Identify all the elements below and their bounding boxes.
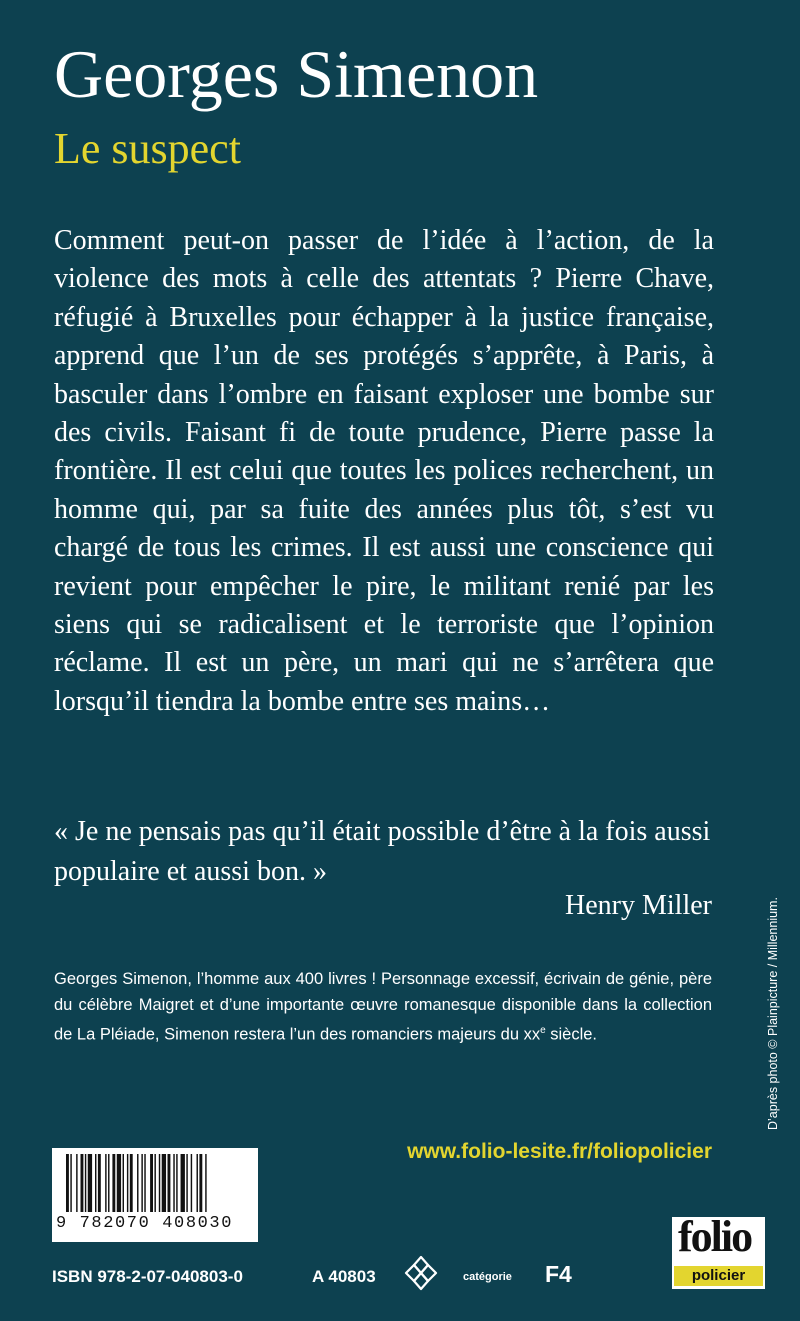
category-value: F4 xyxy=(545,1261,572,1287)
barcode-bar xyxy=(199,1154,202,1212)
barcode-bar xyxy=(144,1154,145,1212)
barcode-bar xyxy=(123,1154,124,1212)
barcode-bar xyxy=(159,1154,160,1212)
category-label: catégorie xyxy=(463,1271,512,1283)
barcode-bar xyxy=(66,1154,69,1212)
quote-author: Henry Miller xyxy=(565,890,712,921)
barcode-bar xyxy=(98,1154,101,1212)
barcode-digits: 9 782070 408030 xyxy=(56,1214,234,1233)
folio-logo-band xyxy=(674,1266,763,1286)
folio-logo-word: folio xyxy=(678,1212,752,1261)
author-name: Georges Simenon xyxy=(54,36,539,112)
barcode-bar xyxy=(76,1154,77,1212)
barcode-bar xyxy=(197,1154,198,1212)
barcode-bar xyxy=(70,1154,71,1212)
author-bio-end: siècle. xyxy=(545,1025,598,1044)
barcode-bar xyxy=(117,1154,121,1212)
barcode-bar xyxy=(162,1154,166,1212)
price-code: A 40803 xyxy=(312,1267,376,1286)
isbn-text: ISBN 978-2-07-040803-0 xyxy=(52,1267,243,1286)
author-bio-superscript: e xyxy=(540,1025,546,1036)
barcode-bar xyxy=(105,1154,106,1212)
review-quote: « Je ne pensais pas qu’il était possible d’être à la fois aussi populaire et aussi bon. » xyxy=(54,816,711,887)
barcode-bar xyxy=(176,1154,177,1212)
barcode-bar xyxy=(168,1154,171,1212)
barcode-bar xyxy=(181,1154,185,1212)
barcode-bar xyxy=(173,1154,174,1212)
gallimard-emblem-icon xyxy=(401,1253,441,1293)
author-bio xyxy=(54,967,712,1048)
barcode-bar xyxy=(137,1154,138,1212)
barcode-bar xyxy=(85,1154,86,1212)
back-cover-blurb: Comment peut-on passer de l’idée à l’action, de la violence des mots à celle des attentats ? Pierre Chave, réfugié à Bruxelles pour échapper à la justice française, apprend que l’un de ses protégés s’apprête, à Paris, à basculer dans l’ombre en faisant exploser une bombe sur des civils. Faisant fi de toute prudence, Pierre passe la frontière. Il est celui que toutes les polices recherchent, un homme qui, par sa fuite des années plus tôt, s’est vu chargé de tous les crimes. Il est aussi une conscience qui revient pour empêcher le pire, le militant renié par les siens qui se radicalisent et le terroriste que l’opinion réclame. Il est un père, un mari qui ne s’arrêtera que lorsqu’il tiendra la bombe entre ses mains… xyxy=(54,225,714,717)
folio-logo-sub: policier xyxy=(691,1267,746,1284)
barcode-bar xyxy=(108,1154,109,1212)
barcode-bar xyxy=(141,1154,142,1212)
barcode-bar xyxy=(127,1154,128,1212)
barcode-bar xyxy=(191,1154,192,1212)
author-bio-main: Georges Simenon, l’homme aux 400 livres ! Personnage excessif, écrivain de génie, père du célèbre Maigret et d’une importante œuvre romanesque disponible dans la collection de La Pléiade, Simenon restera l’un des romanciers majeurs du xx xyxy=(54,970,712,1044)
barcode-bar xyxy=(130,1154,133,1212)
barcode-bar xyxy=(95,1154,96,1212)
barcode-bar xyxy=(154,1154,155,1212)
barcode-bars xyxy=(66,1154,248,1212)
barcode-bar xyxy=(81,1154,84,1212)
folio-policier-logo xyxy=(672,1212,765,1289)
barcode-bar xyxy=(186,1154,187,1212)
barcode-bar xyxy=(112,1154,115,1212)
photo-credit: D’après photo © Plainpicture / Millennium. xyxy=(766,897,780,1130)
barcode-bar xyxy=(205,1154,206,1212)
book-title: Le suspect xyxy=(54,124,241,173)
barcode-bar xyxy=(150,1154,153,1212)
barcode xyxy=(52,1148,258,1242)
barcode-bar xyxy=(88,1154,92,1212)
website-link[interactable]: www.folio-lesite.fr/foliopolicier xyxy=(407,1140,712,1163)
